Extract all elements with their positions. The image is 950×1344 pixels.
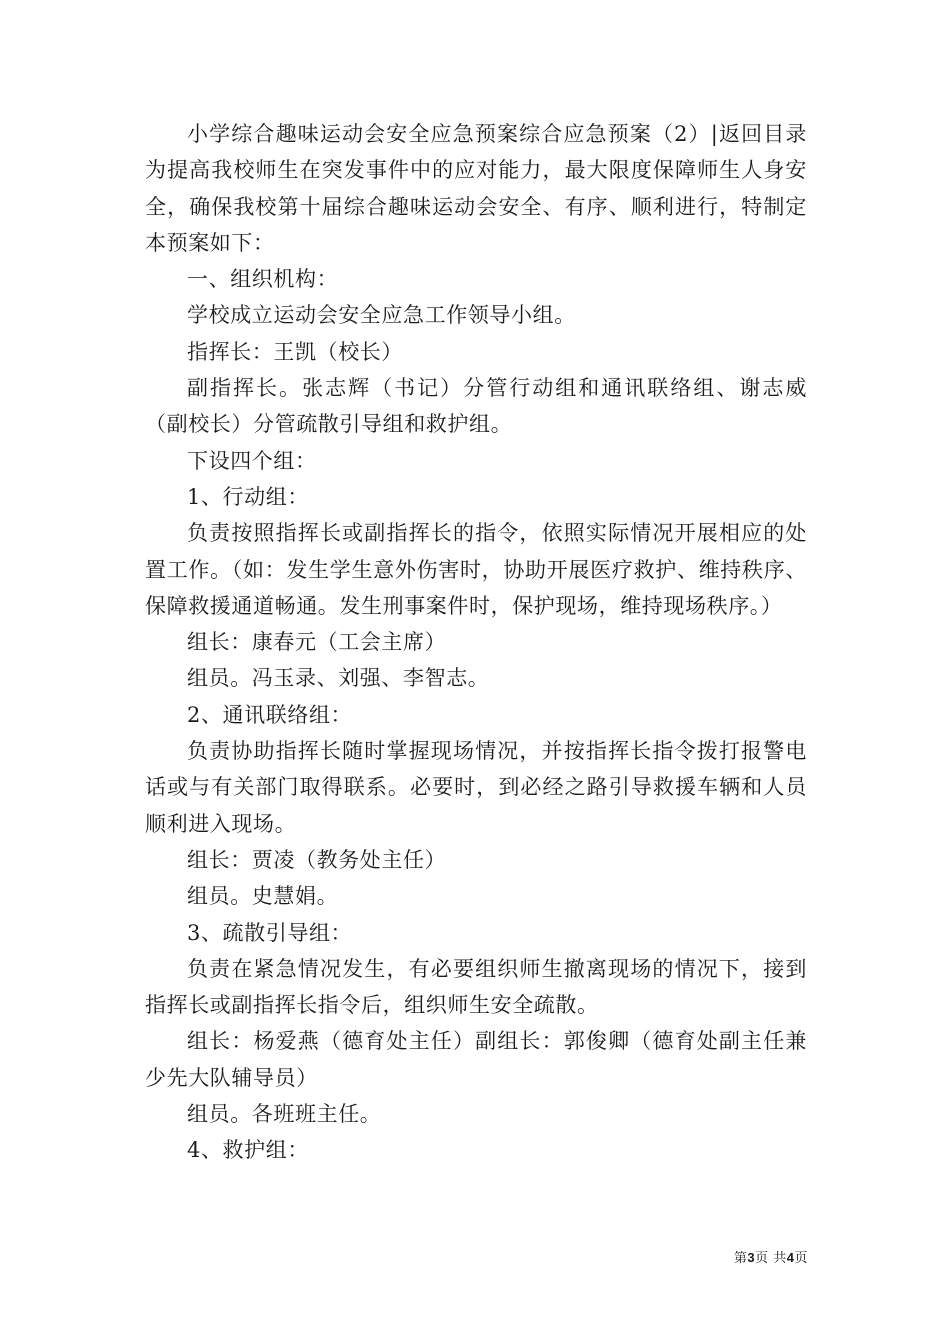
paragraph-communication-members: 组员。史慧娟。 — [187, 884, 339, 909]
paragraph-evacuation-duties: 负责在紧急情况发生，有必要组织师生撤离现场的情况下，接到指挥长或副指挥长指令后，组织师生安全疏散。 — [145, 956, 807, 1018]
heading-action-group: 1、行动组： — [187, 484, 309, 509]
paragraph-action-duties: 负责按照指挥长或副指挥长的指令，依照实际情况开展相应的处置工作。（如：发生学生意外伤害时，协助开展医疗救护、维持秩序、保障救援通道畅通。发生刑事案件时，保护现场，维持现场秩序。） — [145, 521, 807, 618]
footer-suffix: 页 — [794, 1251, 808, 1266]
paragraph-deputy-commander: 副指挥长。张志辉（书记）分管行动组和通讯联络组、谢志威（副校长）分管疏散引导组和救护组。 — [145, 376, 807, 437]
paragraph-action-members: 组员。冯玉录、刘强、李智志。 — [187, 666, 490, 691]
paragraph-evacuation-leaders: 组长：杨爱燕（德育处主任）副组长：郭俊卿（德育处副主任兼少先大队辅导员） — [145, 1029, 807, 1090]
heading-organization: 一、组织机构： — [187, 267, 339, 292]
footer-middle: 页 共 — [755, 1251, 787, 1266]
paragraph-leadership-group: 学校成立运动会安全应急工作领导小组。 — [187, 303, 576, 328]
paragraph-communication-leader: 组长：贾凌（教务处主任） — [187, 847, 447, 872]
footer-total-pages: 4 — [786, 1250, 795, 1265]
paragraph-four-groups: 下设四个组： — [187, 448, 317, 473]
paragraph-intro: 小学综合趣味运动会安全应急预案综合应急预案（2）|返回目录为提高我校师生在突发事件中的应对能力，最大限度保障师生人身安全，确保我校第十届综合趣味运动会安全、有序、顺利进行，特制定本预案如下： — [145, 122, 807, 255]
paragraph-evacuation-members: 组员。各班班主任。 — [187, 1102, 382, 1127]
page-number-footer — [690, 1250, 808, 1267]
footer-prefix: 第 — [733, 1251, 748, 1266]
paragraph-action-leader: 组长：康春元（工会主席） — [187, 630, 447, 655]
footer-current-page: 3 — [747, 1250, 756, 1265]
paragraph-communication-duties: 负责协助指挥长随时掌握现场情况，并按指挥长指令拨打报警电话或与有关部门取得联系。必要时，到必经之路引导救援车辆和人员顺利进入现场。 — [145, 739, 807, 836]
document-body — [145, 116, 807, 1169]
heading-communication-group: 2、通讯联络组： — [187, 702, 353, 727]
heading-evacuation-group: 3、疏散引导组： — [187, 920, 353, 945]
heading-rescue-group: 4、救护组： — [187, 1138, 309, 1163]
paragraph-commander: 指挥长：王凯（校长） — [187, 339, 403, 364]
